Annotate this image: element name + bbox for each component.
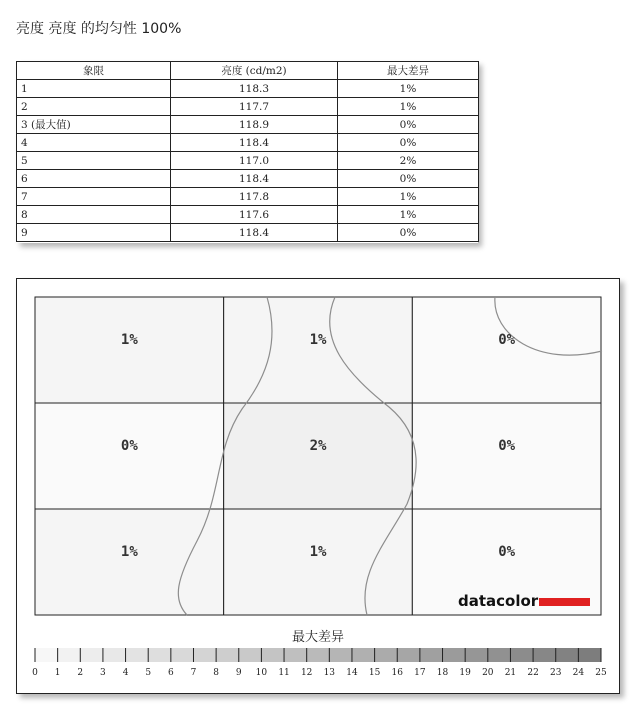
legend-swatch <box>329 648 352 662</box>
max-diff-cell: 1% <box>338 206 479 224</box>
heatmap-cell-label: 0% <box>498 544 516 560</box>
table-row <box>17 170 479 188</box>
legend-swatch <box>284 648 307 662</box>
datacolor-logo: datacolor <box>458 592 539 610</box>
legend-swatch <box>171 648 194 662</box>
legend-tick-label: 19 <box>459 668 471 678</box>
legend-swatch <box>239 648 262 662</box>
legend-tick-label: 5 <box>145 668 152 678</box>
table-row <box>17 116 479 134</box>
legend-swatch <box>556 648 579 662</box>
legend-tick-label: 22 <box>527 668 539 678</box>
legend-tick-label: 3 <box>100 668 106 678</box>
legend-tick-label: 15 <box>368 668 381 678</box>
max-diff-cell: 1% <box>338 188 479 206</box>
column-header-max-diff: 最大差异 <box>338 62 479 80</box>
legend-swatch <box>103 648 126 662</box>
legend-tick-label: 21 <box>504 668 517 678</box>
column-header-quadrant: 象限 <box>17 62 171 80</box>
legend-swatch <box>148 648 171 662</box>
luminance-cell: 118.3 <box>171 80 338 98</box>
max-diff-cell: 1% <box>338 80 479 98</box>
quadrant-cell: 5 <box>17 152 171 170</box>
max-diff-cell: 0% <box>338 224 479 242</box>
luminance-cell: 117.8 <box>171 188 338 206</box>
legend-tick-label: 24 <box>572 668 585 678</box>
legend-tick-label: 13 <box>323 668 336 678</box>
legend-tick-label: 0 <box>32 668 38 678</box>
luminance-cell: 117.6 <box>171 206 338 224</box>
page-title: 亮度 亮度 的均匀性 100% <box>16 21 182 37</box>
quadrant-table <box>16 61 479 242</box>
legend-swatch <box>193 648 216 662</box>
legend-tick-label: 14 <box>346 668 358 678</box>
heatmap-cell-label: 0% <box>120 438 138 454</box>
heatmap-cell <box>35 509 224 615</box>
table-row <box>17 80 479 98</box>
legend-swatch <box>216 648 239 662</box>
max-diff-cell: 0% <box>338 134 479 152</box>
luminance-cell: 118.4 <box>171 134 338 152</box>
table-row <box>17 206 479 224</box>
legend-tick-label: 10 <box>255 668 268 678</box>
max-diff-cell: 1% <box>338 98 479 116</box>
table-row <box>17 224 479 242</box>
quadrant-cell: 7 <box>17 188 171 206</box>
legend-swatch <box>578 648 601 662</box>
legend-tick-label: 25 <box>595 668 607 678</box>
heatmap-cell <box>35 403 224 509</box>
legend-tick-label: 12 <box>300 668 313 678</box>
legend-swatch <box>443 648 466 662</box>
heatmap-cell-label: 0% <box>498 332 516 348</box>
luminance-cell: 118.4 <box>171 224 338 242</box>
legend-swatch <box>352 648 375 662</box>
legend-tick-label: 7 <box>190 668 197 678</box>
legend-tick-label: 20 <box>482 668 494 678</box>
uniformity-heatmap <box>17 279 619 693</box>
legend-swatch <box>510 648 533 662</box>
legend-swatch <box>307 648 330 662</box>
max-diff-cell: 0% <box>338 170 479 188</box>
legend-swatch <box>488 648 511 662</box>
quadrant-cell: 3 (最大值) <box>17 116 171 134</box>
legend-swatch <box>465 648 488 662</box>
legend-tick-label: 17 <box>414 668 426 678</box>
column-header-luminance: 亮度 (cd/m2) <box>171 62 338 80</box>
luminance-cell: 117.7 <box>171 98 338 116</box>
legend-tick-label: 1 <box>54 668 61 678</box>
heatmap-cell-label: 1% <box>120 544 138 560</box>
quadrant-table-panel <box>16 61 478 243</box>
heatmap-cell <box>224 509 413 615</box>
heatmap-cell-label: 1% <box>309 332 327 348</box>
luminance-cell: 118.4 <box>171 170 338 188</box>
legend-tick-label: 6 <box>167 668 174 678</box>
heatmap-cell <box>224 297 413 403</box>
quadrant-cell: 8 <box>17 206 171 224</box>
legend-swatch <box>420 648 443 662</box>
max-diff-cell: 2% <box>338 152 479 170</box>
heatmap-cell <box>412 403 601 509</box>
table-row <box>17 134 479 152</box>
quadrant-cell: 1 <box>17 80 171 98</box>
legend-tick-label: 23 <box>549 668 562 678</box>
max-diff-cell: 0% <box>338 116 479 134</box>
quadrant-cell: 6 <box>17 170 171 188</box>
table-header-row <box>17 62 479 80</box>
heatmap-cell-label: 1% <box>309 544 327 560</box>
legend-tick-label: 4 <box>122 668 129 678</box>
heatmap-cell-label: 0% <box>498 438 516 454</box>
luminance-cell: 117.0 <box>171 152 338 170</box>
quadrant-cell: 2 <box>17 98 171 116</box>
legend-tick-label: 8 <box>213 668 219 678</box>
table-row <box>17 98 479 116</box>
heatmap-cell <box>224 403 413 509</box>
table-row <box>17 188 479 206</box>
legend-swatch <box>397 648 420 662</box>
legend-swatch <box>261 648 284 662</box>
legend-tick-label: 9 <box>235 668 242 678</box>
legend-tick-label: 16 <box>391 668 403 678</box>
quadrant-cell: 4 <box>17 134 171 152</box>
legend-swatch <box>126 648 149 662</box>
legend-tick-label: 2 <box>77 668 84 678</box>
heatmap-cell <box>412 297 601 403</box>
legend-swatch <box>375 648 398 662</box>
table-row <box>17 152 479 170</box>
luminance-cell: 118.9 <box>171 116 338 134</box>
legend-swatch <box>80 648 103 662</box>
datacolor-logo-bar <box>539 598 590 606</box>
legend-swatch <box>58 648 81 662</box>
legend-tick-label: 18 <box>436 668 449 678</box>
heatmap-cell-label: 1% <box>120 332 138 348</box>
uniformity-map-panel <box>16 278 620 694</box>
heatmap-cell-label: 2% <box>309 438 327 454</box>
legend-swatch <box>35 648 58 662</box>
legend-title: 最大差异 <box>291 630 345 645</box>
quadrant-cell: 9 <box>17 224 171 242</box>
legend-swatch <box>533 648 556 662</box>
legend-tick-label: 11 <box>278 668 290 678</box>
heatmap-cell <box>35 297 224 403</box>
